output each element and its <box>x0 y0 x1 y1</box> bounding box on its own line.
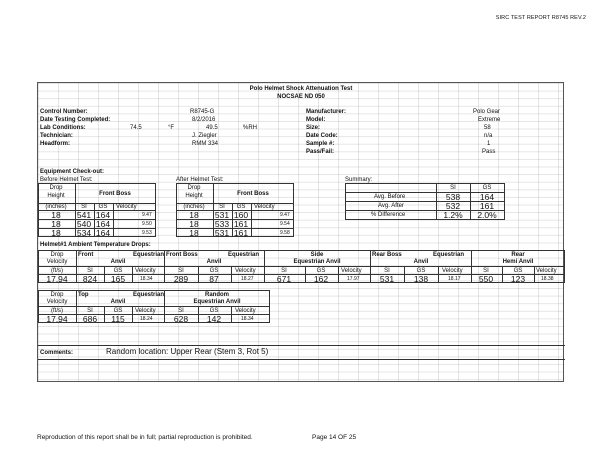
after-label: After Helmet Test: <box>176 177 224 183</box>
group-frontboss-anvil: Anvil <box>206 259 222 265</box>
sample-label: Sample #: <box>306 141 335 147</box>
page-number: Page 14 OF 25 <box>312 434 357 441</box>
group-rearboss-name: Rear Boss <box>372 252 402 258</box>
ambient-drop-velocity: 17.94 <box>46 274 68 284</box>
before-row1-gs: 164 <box>95 210 111 220</box>
technician-label: Technician: <box>40 133 73 139</box>
group-side-anvil: Equestrian Anvil <box>293 259 341 265</box>
group-front-anvil: Anvil <box>110 259 126 265</box>
before-drop-label: Drop <box>49 185 63 191</box>
before-inches-label: (inches) <box>45 204 67 210</box>
group-rear-vel-h: Velocity <box>536 268 557 274</box>
after-row2-si: 533 <box>214 219 230 229</box>
avg-after-gs: 161 <box>479 201 495 211</box>
test-sheet: Polo Helmet Shock Attenuation Test NOCSAE ND 050 Control Number: R8745-G Date Testing Completed: 8/2/2016 Lab Conditions: 74.5 °F 49.5 %RH Technician: J. Ziegler Headform: RMM 334 Manufacturer: Polo Gear Model: Extreme Size: 58 Date Code: n/a Sample #: 1 Pass/Fail: Pass Equipment Check-out: Before Helmet Test: After Helmet Test: Summary: Drop Height (inches) Front Boss SI GS Velocity 18 541 164 9.47 18 540 164 9.50 18 534 164 9.53 Drop Height (inches) Front Boss SI GS Velocity 18 531 160 9.47 18 533 161 9.54 18 531 161 9.58 SI GS Avg. Before 538 164 Avg. After 532 161 % Difference 1.2% 2.0% Helmet#1 Ambient Temperature Drops: Drop Velocity (ft/s) 17.94 Front Equestrian Anvil SI GS Velocity 824 165 18.34 Front Boss Equestrian Anvil SI GS Velocity 289 87 18.27 Side Equestrian Anvil SI GS Velocity 671 162 17.97 Rear Boss Equestrian Anvil SI GS Velocity 531 138 18.17 Rear Hemi Anvil SI GS Velocity 550 123 18.38 Drop Velocity (ft/s) 17.94 Top Equestrian Anvil SI GS Velocity 686 115 18.24 Random Equestrian Anvil SI GS Velocity 628 142 18.34 Comments: Random location: Upper Rear (Stem 3, Rot 5) <box>37 82 564 382</box>
group-front-si-h: SI <box>87 268 93 274</box>
ambient-velocity-label: Velocity <box>46 259 68 265</box>
after-row2-gs: 161 <box>233 219 249 229</box>
after-row1-v: 9.47 <box>280 212 290 218</box>
group-side-gs-h: GS <box>316 268 326 274</box>
group-frontboss-name: Front Boss <box>166 252 198 258</box>
rh-unit: %RH <box>243 125 258 131</box>
group-frontboss-si: 289 <box>173 274 189 284</box>
group-top-type: Equestrian <box>133 292 165 298</box>
group-top-v: 18.24 <box>140 316 153 322</box>
group-top-gs: 115 <box>111 314 125 324</box>
group-side-name: Side <box>310 252 324 258</box>
group-random-anvil: Equestrian Anvil <box>193 299 241 305</box>
group-rear-v: 18.38 <box>541 276 554 282</box>
after-inches-label: (inches) <box>183 204 205 210</box>
group-rear-si: 550 <box>478 274 494 284</box>
temp-value: 74.5 <box>130 125 142 131</box>
size-label: Size: <box>306 125 321 131</box>
after-velocity-header: Velocity <box>254 204 275 210</box>
group-side-vel-h: Velocity <box>341 268 362 274</box>
group-top-si-h: SI <box>87 308 93 314</box>
group-front-vel-h: Velocity <box>135 268 156 274</box>
before-si-header: SI <box>81 204 87 210</box>
group-top-si: 686 <box>82 314 98 324</box>
avg-before-si: 538 <box>445 192 461 202</box>
group-rearboss-si-h: SI <box>384 268 390 274</box>
before-row2-v: 9.50 <box>142 221 152 227</box>
after-row1-h: 18 <box>189 210 199 220</box>
temp-unit: °F <box>168 125 175 131</box>
group-side-gs: 162 <box>313 274 329 284</box>
before-row1-si: 541 <box>76 210 92 220</box>
before-row2-si: 540 <box>76 219 92 229</box>
group-rear-gs-h: GS <box>513 268 523 274</box>
group-front-si: 824 <box>82 274 98 284</box>
model-value: Extreme <box>478 117 501 123</box>
manufacturer-value: Polo Gear <box>473 109 501 115</box>
avg-before-label: Avg. Before <box>374 194 406 200</box>
group-top-vel-h: Velocity <box>135 308 156 314</box>
avg-before-gs: 164 <box>479 192 495 202</box>
group-rear-name: Rear <box>511 252 525 258</box>
lab-conditions-label: Lab Conditions: <box>40 125 86 131</box>
technician-value: J. Ziegler <box>192 133 217 139</box>
after-row3-si: 531 <box>214 228 230 238</box>
after-row3-gs: 161 <box>233 228 249 238</box>
manufacturer-label: Manufacturer: <box>306 109 347 115</box>
group-top-gs-h: GS <box>113 308 123 314</box>
group-front-type: Equestrian <box>133 252 165 258</box>
group-front-gs-h: GS <box>113 268 123 274</box>
summary-si-header: SI <box>450 185 456 191</box>
group-rear-gs: 123 <box>510 274 526 284</box>
ambient2-drop-velocity: 17.94 <box>46 314 68 324</box>
checkout-label: Equipment Check-out: <box>40 169 104 175</box>
ambient-drop-label: Drop <box>50 252 64 258</box>
group-rearboss-gs-h: GS <box>416 268 426 274</box>
sample-value: 1 <box>487 141 491 147</box>
group-front-name: Front <box>78 252 94 258</box>
after-row2-v: 9.54 <box>280 221 290 227</box>
group-top-anvil: Anvil <box>110 299 126 305</box>
summary-gs-header: GS <box>482 185 492 191</box>
group-random-v: 18.34 <box>241 316 254 322</box>
before-height-label: Height <box>47 193 65 199</box>
group-frontboss-gs-h: GS <box>209 268 219 274</box>
ambient2-fts-label: (ft/s) <box>51 308 63 314</box>
size-value: 58 <box>484 125 491 131</box>
ambient-fts-label: (ft/s) <box>51 268 63 274</box>
group-top-name: Top <box>78 292 89 298</box>
group-rearboss-si: 531 <box>379 274 395 284</box>
group-frontboss-v: 18.27 <box>241 276 254 282</box>
group-frontboss-vel-h: Velocity <box>235 268 256 274</box>
date-label: Date Testing Completed: <box>40 117 111 123</box>
passfail-label: Pass/Fail: <box>306 149 335 155</box>
before-row3-si: 534 <box>76 228 92 238</box>
group-frontboss-type: Equestrian <box>228 252 260 258</box>
after-si-header: SI <box>219 204 225 210</box>
group-side-si-h: SI <box>281 268 287 274</box>
before-gs-header: GS <box>98 204 108 210</box>
date-code-label: Date Code: <box>306 133 338 139</box>
after-gs-header: GS <box>236 204 246 210</box>
ambient2-drop-label: Drop <box>50 292 64 298</box>
group-random-si-h: SI <box>178 308 184 314</box>
before-front-boss-header: Front Boss <box>99 191 131 197</box>
before-label: Before Helmet Test: <box>40 177 93 183</box>
pct-diff-si: 1.2% <box>443 210 463 220</box>
after-row3-v: 9.58 <box>280 230 290 236</box>
group-front-gs: 165 <box>110 274 126 284</box>
before-row1-v: 9.47 <box>142 212 152 218</box>
report-reference: SIRC TEST REPORT R8745 REV.2 <box>495 15 586 21</box>
after-height-label: Height <box>185 193 203 199</box>
after-row1-si: 531 <box>214 210 230 220</box>
group-random-name: Random <box>205 292 229 298</box>
control-number-value: R8745-G <box>190 109 215 115</box>
rh-value: 49.5 <box>206 125 218 131</box>
group-rear-si-h: SI <box>483 268 489 274</box>
group-random-vel-h: Velocity <box>235 308 256 314</box>
before-row2-gs: 164 <box>95 219 111 229</box>
avg-after-si: 532 <box>445 201 461 211</box>
pct-diff-gs: 2.0% <box>477 210 497 220</box>
group-rearboss-gs: 138 <box>413 274 429 284</box>
after-drop-label: Drop <box>187 185 201 191</box>
headform-label: Headform: <box>40 141 71 147</box>
passfail-value: Pass <box>482 149 496 155</box>
group-front-v: 18.34 <box>140 276 153 282</box>
pct-diff-label: % Difference <box>371 212 406 218</box>
after-row1-gs: 160 <box>233 210 249 220</box>
group-random-gs-h: GS <box>209 308 219 314</box>
before-row1-h: 18 <box>51 210 61 220</box>
before-row3-gs: 164 <box>95 228 111 238</box>
after-row2-h: 18 <box>189 219 199 229</box>
ambient-label: Helmet#1 Ambient Temperature Drops: <box>40 242 151 248</box>
group-random-gs: 142 <box>206 314 222 324</box>
headform-value: RMM 334 <box>192 141 219 147</box>
group-frontboss-si-h: SI <box>178 268 184 274</box>
footer-notice: Reproduction of this report shall be in full; partial reproduction is prohibited. <box>37 434 253 441</box>
summary-label: Summary: <box>345 177 373 183</box>
before-row2-h: 18 <box>51 219 61 229</box>
control-number-label: Control Number: <box>40 109 88 115</box>
group-rearboss-anvil: Anvil <box>413 259 429 265</box>
after-row3-h: 18 <box>189 228 199 238</box>
before-velocity-header: Velocity <box>116 204 137 210</box>
group-random-si: 628 <box>173 314 189 324</box>
date-value: 8/2/2016 <box>192 117 216 123</box>
date-code-value: n/a <box>484 133 493 139</box>
group-frontboss-gs: 87 <box>209 274 219 284</box>
model-label: Model: <box>306 117 326 123</box>
group-rear-anvil: Hemi Anvil <box>502 259 534 265</box>
avg-after-label: Avg. After <box>378 203 404 209</box>
group-rearboss-v: 18.17 <box>448 276 461 282</box>
before-row3-h: 18 <box>51 228 61 238</box>
ambient2-velocity-label: Velocity <box>46 299 68 305</box>
group-side-v: 17.97 <box>347 276 360 282</box>
group-rearboss-vel-h: Velocity <box>442 268 463 274</box>
before-row3-v: 9.53 <box>142 230 152 236</box>
after-front-boss-header: Front Boss <box>237 191 269 197</box>
group-side-si: 671 <box>276 274 292 284</box>
group-rearboss-type: Equestrian <box>433 252 465 258</box>
comments-label: Comments: <box>40 350 74 356</box>
comments-text: Random location: Upper Rear (Stem 3, Rot 5) <box>106 347 269 356</box>
